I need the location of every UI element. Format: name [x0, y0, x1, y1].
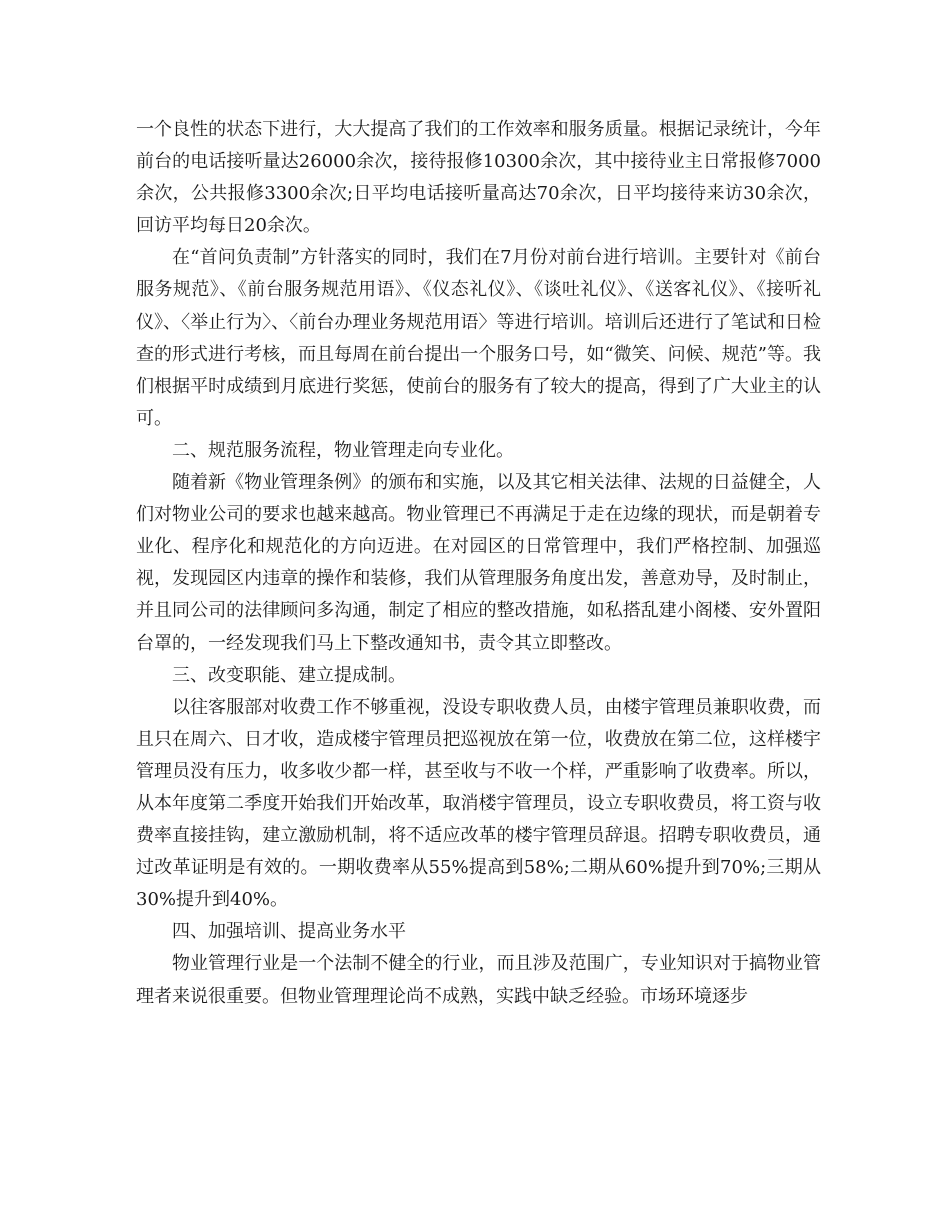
section-heading-3: 三、改变职能、建立提成制。 — [172, 664, 406, 686]
paragraph-front-desk-training: 在“首问负责制”方针落实的同时，我们在7月份对前台进行培训。主要针对《前台服务规范》、《前台服务规范用语》、《仪态礼仪》、《谈吐礼仪》、《送客礼仪》、《接听礼仪》、〈举止行为〉、〈前台办理业务规范用语〉等进行培训。培训后还进行了笔试和日检查的形式进行考核，而且每周在前台提出一个服务口号，如“微笑、问候、规范”等。我们根据平时成绩到月底进行奖惩，使前台的服务有了较大的提高，得到了广大业主的认可。 — [136, 247, 821, 429]
document-body — [136, 114, 821, 1013]
paragraph-work-efficiency: 一个良性的状态下进行，大大提高了我们的工作效率和服务质量。根据记录统计，今年前台的电话接听量达26000余次，接待报修10300余次，其中接待业主日常报修7000余次，公共报修3300余次;日平均电话接听量高达70余次，日平均接待来访30余次，回访平均每日20余次。 — [136, 119, 821, 237]
section-heading-2: 二、规范服务流程，物业管理走向专业化。 — [172, 439, 514, 461]
section-heading-4: 四、加强培训、提高业务水平 — [172, 921, 406, 943]
paragraph-training-importance: 物业管理行业是一个法制不健全的行业，而且涉及范围广，专业知识对于搞物业管理者来说很重要。但物业管理理论尚不成熟，实践中缺乏经验。市场环境逐步 — [136, 953, 821, 1007]
paragraph-property-regulations: 随着新《物业管理条例》的颁布和实施，以及其它相关法律、法规的日益健全，人们对物业公司的要求也越来越高。物业管理已不再满足于走在边缘的现状，而是朝着专业化、程序化和规范化的方向迈进。在对园区的日常管理中，我们严格控制、加强巡视，发现园区内违章的操作和装修，我们从管理服务角度出发，善意劝导，及时制止，并且同公司的法律顾问多沟通，制定了相应的整改措施，如私搭乱建小阁楼、安外置阳台罩的，一经发现我们马上下整改通知书，责令其立即整改。 — [136, 472, 821, 654]
paragraph-fee-collection-reform: 以往客服部对收费工作不够重视，没设专职收费人员，由楼宇管理员兼职收费，而且只在周六、日才收，造成楼宇管理员把巡视放在第一位，收费放在第二位，这样楼宇管理员没有压力，收多收少都一样，甚至收与不收一个样，严重影响了收费率。所以，从本年度第二季度开始我们开始改革，取消楼宇管理员，设立专职收费员，将工资与收费率直接挂钩，建立激励机制，将不适应改革的楼宇管理员辞退。招聘专职收费员，通过改革证明是有效的。一期收费率从55%提高到58%;二期从60%提升到70%;三期从30%提升到40%。 — [136, 696, 821, 911]
